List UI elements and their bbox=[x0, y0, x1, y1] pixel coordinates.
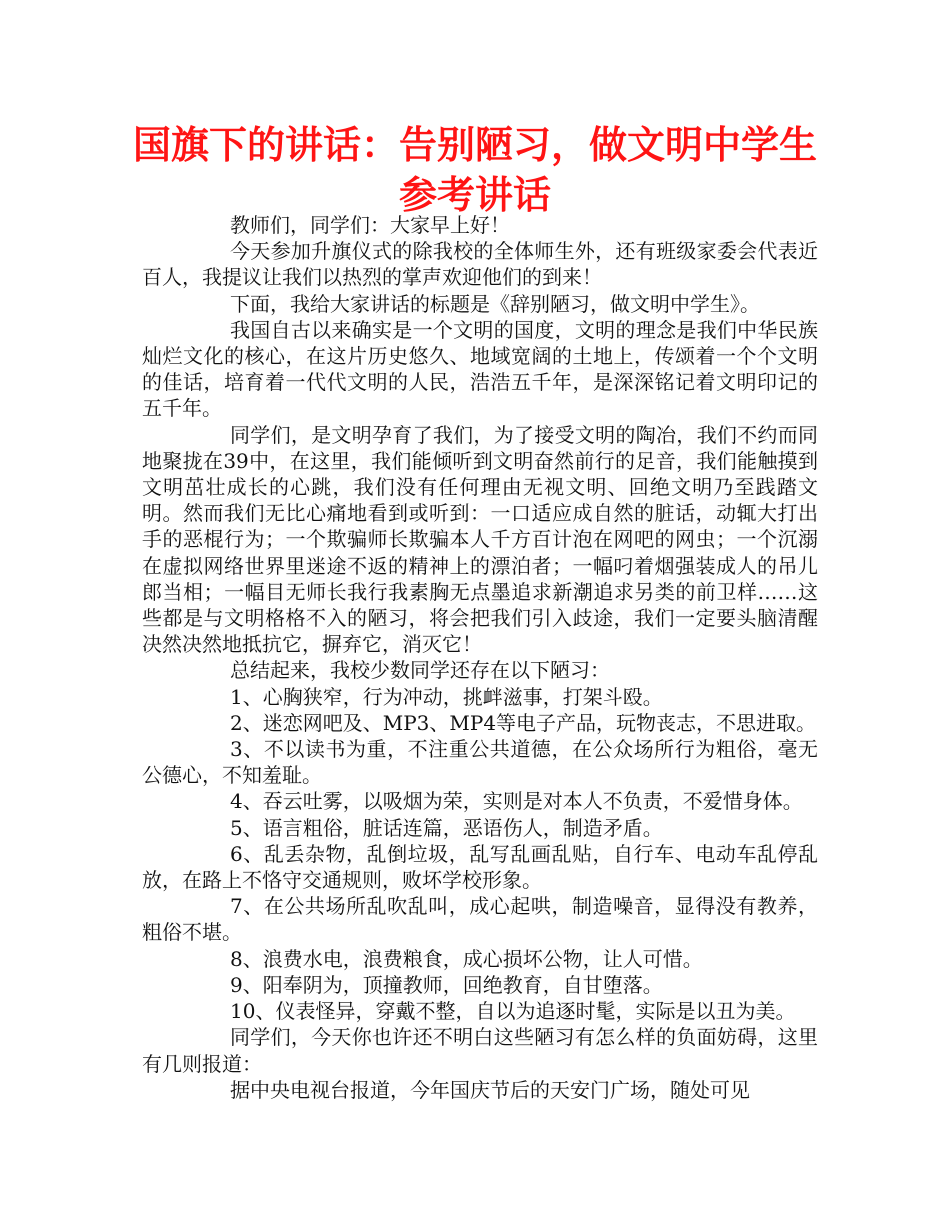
paragraph-summary: 总结起来，我校少数同学还存在以下陋习： bbox=[230, 658, 610, 683]
list-item-4: 4、吞云吐雾，以吸烟为荣，实则是对本人不负责，不爱惜身体。 bbox=[230, 789, 803, 814]
list-item-6: 6、乱丢杂物，乱倒垃圾，乱写乱画乱贴，自行车、电动车乱停乱放，在路上不恪守交通规则，败坏学校形象。 bbox=[142, 841, 818, 893]
paragraph-cctv-report: 据中央电视台报道，今年国庆节后的天安门广场，随处可见 bbox=[230, 1077, 750, 1102]
list-item-1: 1、心胸狭窄，行为冲动，挑衅滋事，打架斗殴。 bbox=[230, 684, 663, 709]
paragraph-greeting: 教师们，同学们：大家早上好！ bbox=[230, 213, 510, 237]
list-item-7: 7、在公共场所乱吹乱叫，成心起哄，制造噪音，显得没有教养，粗俗不堪。 bbox=[142, 894, 818, 945]
document-body bbox=[142, 212, 818, 1103]
document-title-line-2: 参考讲话 bbox=[398, 173, 551, 217]
list-item-3: 3、不以读书为重，不注重公共道德，在公众场所行为粗俗，毫无公德心，不知羞耻。 bbox=[142, 737, 818, 788]
list-item-2: 2、迷恋网吧及、MP3、MP4等电子产品，玩物丧志，不思进取。 bbox=[230, 710, 817, 735]
paragraph-topic: 下面，我给大家讲话的标题是《辞别陋习，做文明中学生》。 bbox=[230, 291, 760, 316]
paragraph-civilization: 我国自古以来确实是一个文明的国度，文明的理念是我们中华民族灿烂文化的核心，在这片历史悠久、地域宽阔的土地上，传颂着一个个文明的佳话，培育着一代代文明的人民，浩浩五千年，是深深铭记着文明印记的五千年。 bbox=[142, 317, 818, 421]
list-item-8: 8、浪费水电，浪费粮食，成心损坏公物，让人可惜。 bbox=[230, 946, 703, 971]
list-item-9: 9、阳奉阴为，顶撞教师，回绝教育，自甘堕落。 bbox=[230, 972, 663, 997]
list-item-10: 10、仪表怪异，穿戴不整，自以为追逐时髦，实际是以丑为美。 bbox=[230, 999, 796, 1024]
paragraph-bad-habits-intro: 同学们，是文明孕育了我们，为了接受文明的陶冶，我们不约而同地聚拢在39中，在这里，我们能倾听到文明奋然前行的足音，我们能触摸到文明茁壮成长的心跳，我们没有任何理由无视文明、回绝文明乃至践踏文明。然而我们无比心痛地看到或听到：一口适应成自然的脏话，动辄大打出手的恶棍行为；一个欺骗师长欺骗本人千方百计泡在网吧的网虫；一个沉溺在虚拟网络世界里迷途不返的精神上的漂泊者；一幅叼着烟强装成人的吊儿郎当相；一幅目无师长我行我素胸无点墨追求新潮追求另类的前卫样……这些都是与文明格格不入的陋习，将会把我们引入歧途，我们一定要头脑清醒决然决然地抵抗它，摒弃它，消灭它！ bbox=[142, 422, 818, 657]
paragraph-reports-intro: 同学们，今天你也许还不明白这些陋习有怎么样的负面妨碍，这里有几则报道： bbox=[142, 1025, 818, 1076]
paragraph-welcome: 今天参加升旗仪式的除我校的全体师生外，还有班级家委会代表近百人，我提议让我们以热烈的掌声欢迎他们的到来！ bbox=[142, 239, 818, 290]
document-title-line-1: 国旗下的讲话：告别陋习，做文明中学生 bbox=[132, 123, 817, 167]
list-item-5: 5、语言粗俗，脏话连篇，恶语伤人，制造矛盾。 bbox=[230, 815, 663, 840]
